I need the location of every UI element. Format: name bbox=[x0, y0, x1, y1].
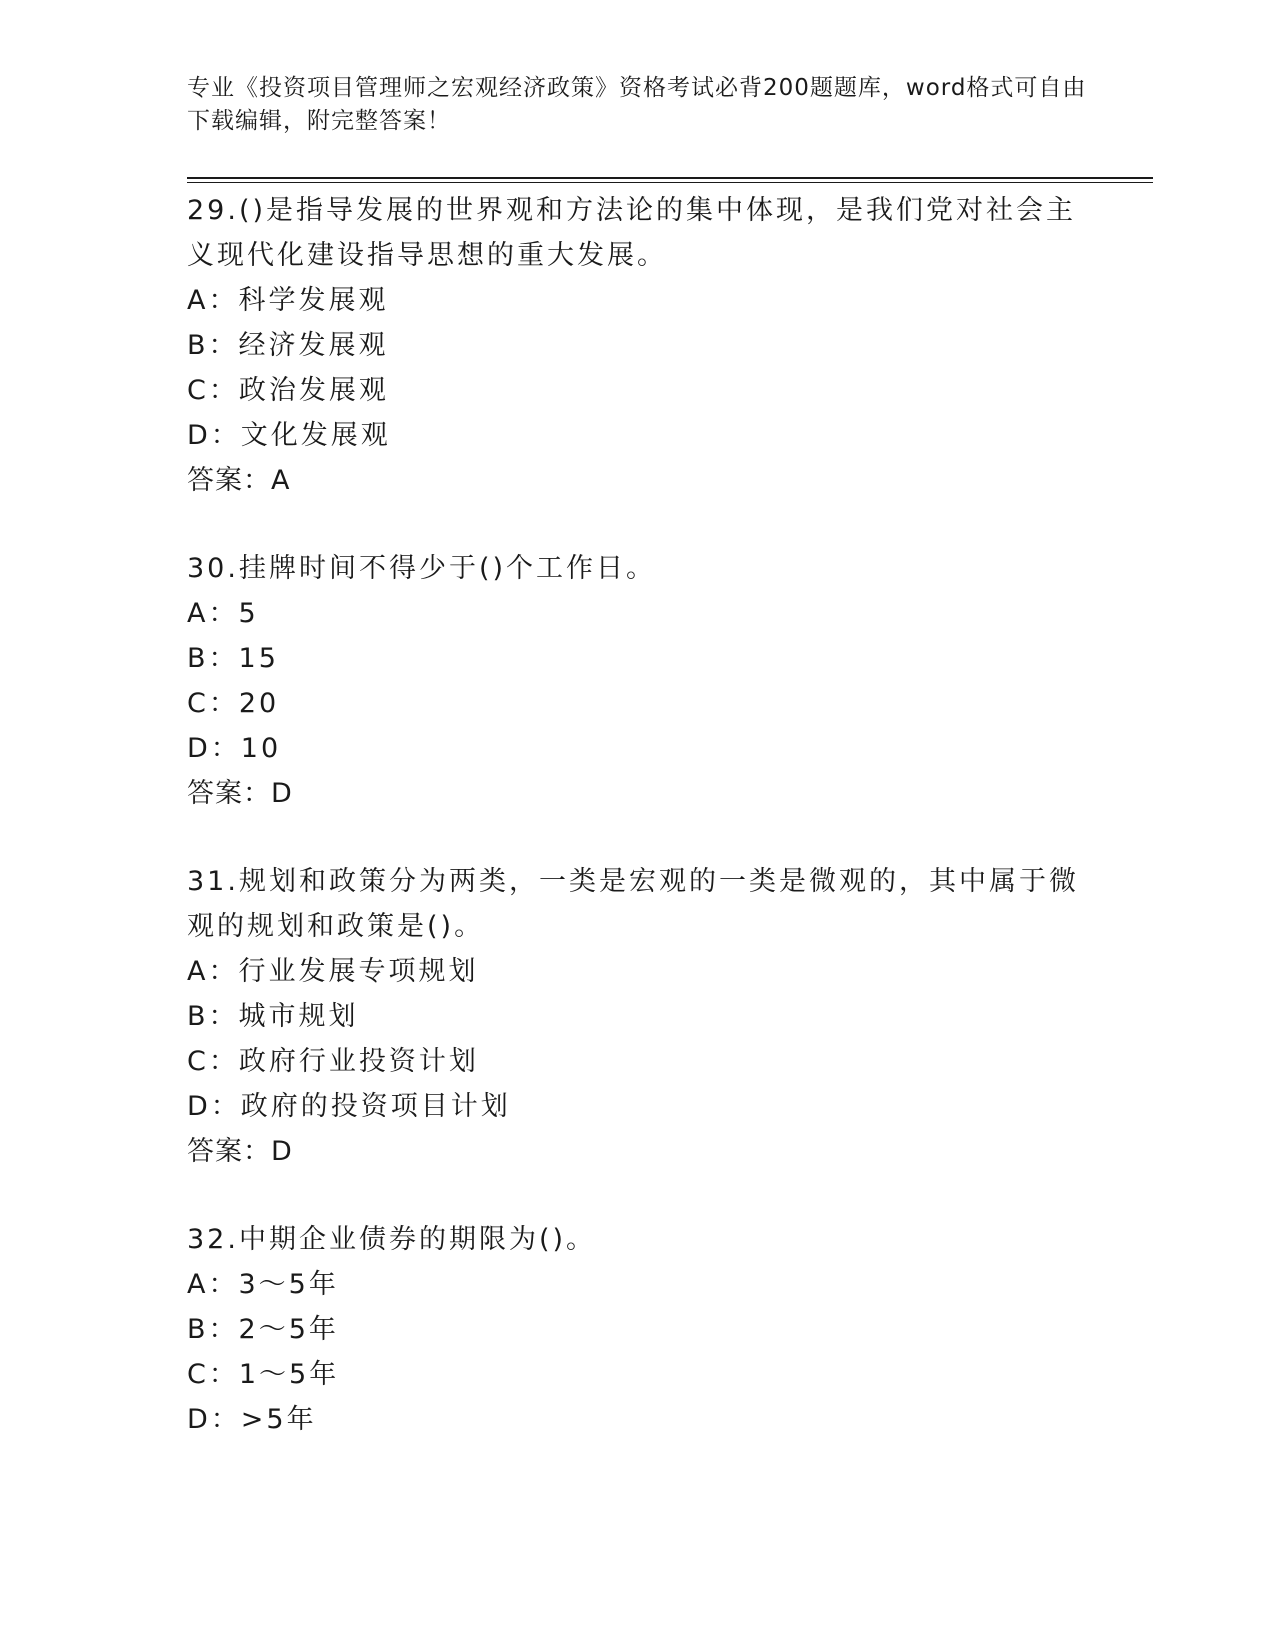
option-a: A：行业发展专项规划 bbox=[187, 956, 479, 987]
option-b: B：15 bbox=[187, 643, 279, 674]
option-c: C：政府行业投资计划 bbox=[187, 1046, 479, 1077]
question-stem: 32.中期企业债券的期限为()。 bbox=[187, 1224, 597, 1255]
option-a: A：3～5年 bbox=[187, 1269, 339, 1300]
option-b: B：城市规划 bbox=[187, 1001, 359, 1032]
option-b: B：经济发展观 bbox=[187, 330, 389, 361]
option-c: C：1～5年 bbox=[187, 1359, 340, 1390]
question-list bbox=[187, 188, 1087, 1485]
option-c: C：20 bbox=[187, 688, 280, 719]
header-divider-thick bbox=[187, 177, 1153, 179]
question-stem: 31.规划和政策分为两类，一类是宏观的一类是微观的，其中属于微观的规划和政策是()。 bbox=[187, 866, 1079, 942]
option-c: C：政治发展观 bbox=[187, 375, 389, 406]
question-stem: 30.挂牌时间不得少于()个工作日。 bbox=[187, 553, 657, 584]
option-d: D：10 bbox=[187, 733, 282, 764]
option-a: A：科学发展观 bbox=[187, 285, 389, 316]
option-a: A：5 bbox=[187, 598, 259, 629]
option-d: D：文化发展观 bbox=[187, 420, 391, 451]
option-b: B：2～5年 bbox=[187, 1314, 339, 1345]
answer-line: 答案：A bbox=[187, 465, 291, 496]
answer-line: 答案：D bbox=[187, 1136, 293, 1167]
answer-line: 答案：D bbox=[187, 778, 293, 809]
question-32 bbox=[187, 1217, 1087, 1442]
option-d: D：>5年 bbox=[187, 1404, 317, 1435]
question-29 bbox=[187, 188, 1087, 503]
document-header: 专业《投资项目管理师之宏观经济政策》资格考试必背200题题库，word格式可自由下载编辑，附完整答案！ bbox=[187, 75, 1087, 134]
header-divider-thin bbox=[187, 182, 1153, 183]
question-31 bbox=[187, 859, 1087, 1174]
option-d: D：政府的投资项目计划 bbox=[187, 1091, 511, 1122]
question-30 bbox=[187, 546, 1087, 816]
question-stem: 29.()是指导发展的世界观和方法论的集中体现，是我们党对社会主义现代化建设指导思想的重大发展。 bbox=[187, 195, 1077, 271]
